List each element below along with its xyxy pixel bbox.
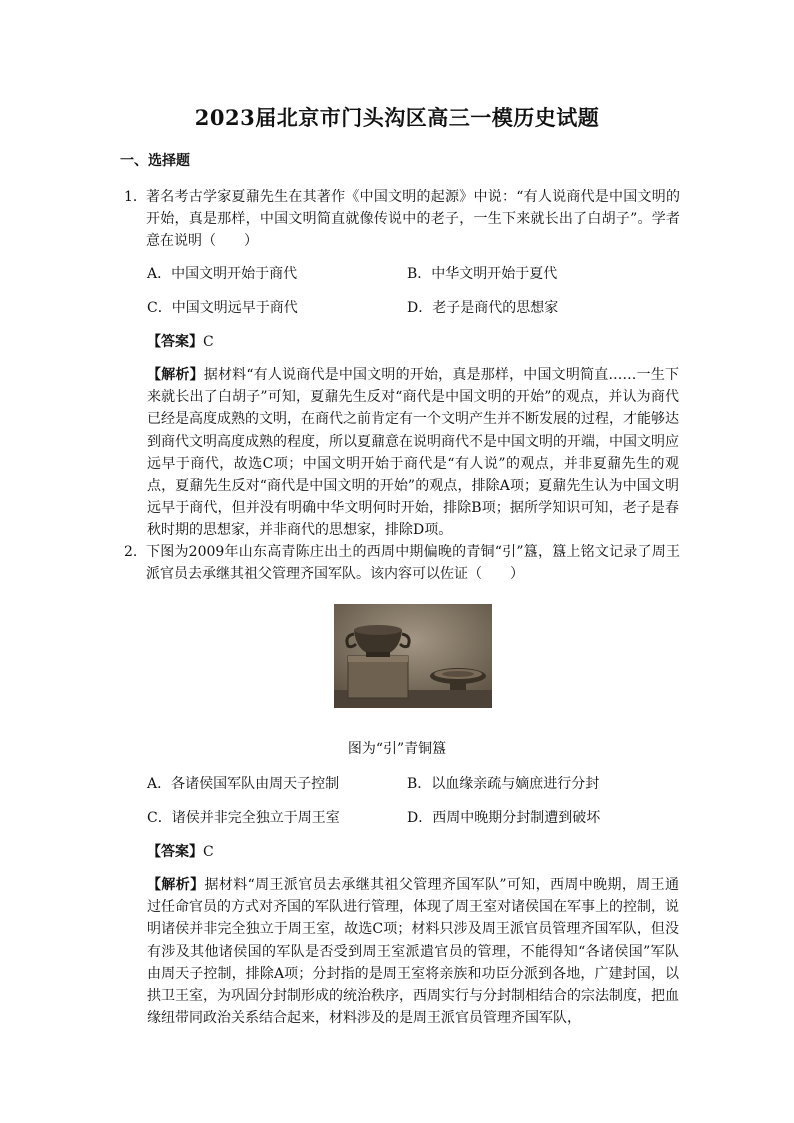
bronze-gui-photo bbox=[334, 604, 492, 708]
question-2-answer bbox=[147, 841, 214, 861]
explanation-label: 【解析】 bbox=[147, 367, 204, 383]
question-1-explanation bbox=[147, 364, 679, 542]
question-2-explanation bbox=[147, 874, 679, 1029]
question-2-text: 下图为2009年山东高青陈庄出土的西周中期偏晚的青铜“引”簋，簋上铭文记录了周王派官员去承继其祖父管理齐国军队。该内容可以佐证（ ） bbox=[146, 544, 680, 582]
explanation-text: 据材料“周王派官员去承继其祖父管理齐国军队”可知，西周中晚期，周王通过任命官员的方式对齐国的军队进行管理，体现了周王室对诸侯国在军事上的控制，说明诸侯并非完全独立于周王室，故选C项；材料只涉及周王派官员管理齐国军队，但没有涉及其他诸侯国的军队是否受到周王室派遣官员的管理，不能得知“各诸侯国”军队由周天子控制，排除A项；分封指的是周王室将亲族和功臣分派到各地，广建封国，以拱卫王室，为巩固分封制形成的统治秩序，西周实行与分封制相结合的宗法制度，把血缘纽带同政治关系结合起来，材料涉及的是周王派官员管理齐国军队， bbox=[147, 877, 680, 1027]
answer-value: C bbox=[203, 334, 214, 350]
question-1-option-c: C．中国文明远早于商代 bbox=[147, 300, 298, 316]
answer-label: 【答案】 bbox=[147, 334, 203, 350]
question-1-option-a: A．中国文明开始于商代 bbox=[147, 266, 298, 282]
question-2-option-d: D．西周中晚期分封制遭到破坏 bbox=[407, 810, 601, 826]
question-1-option-d: D．老子是商代的思想家 bbox=[407, 300, 559, 316]
question-2-stem bbox=[124, 541, 680, 585]
explanation-text: 据材料“有人说商代是中国文明的开始，真是那样，中国文明简直……一生下来就长出了白胡子”可知，夏鼐先生反对“商代是中国文明的开始”的观点，并认为商代已经是高度成熟的文明，在商代之前肯定有一个文明产生并不断发展的过程，才能够达到商代文明高度成熟的程度，所以夏鼐意在说明商代不是中国文明的开端，中国文明应远早于商代，故选C项；中国文明开始于商代是“有人说”的观点，并非夏鼐先生的观点，夏鼐先生反对“商代是中国文明的开始”的观点，排除A项；夏鼐先生认为中国文明远早于商代，但并没有明确中华文明何时开始，排除B项；据所学知识可知，老子是春秋时期的思想家，并非商代的思想家，排除D项。 bbox=[147, 367, 680, 539]
question-2-number: 2． bbox=[124, 544, 147, 560]
explanation-label: 【解析】 bbox=[147, 877, 205, 893]
answer-label: 【答案】 bbox=[147, 844, 203, 860]
question-2-option-b: B．以血缘亲疏与嫡庶进行分封 bbox=[407, 776, 600, 792]
question-1-stem bbox=[124, 186, 680, 252]
question-1-text: 著名考古学家夏鼐先生在其著作《中国文明的起源》中说：“有人说商代是中国文明的开始，真是那样，中国文明简直就像传说中的老子，一生下来就长出了白胡子”。学者意在说明（ ） bbox=[146, 189, 680, 249]
question-2-option-a: A．各诸侯国军队由周天子控制 bbox=[147, 776, 340, 792]
section-heading: 一、选择题 bbox=[120, 153, 190, 169]
question-1-number: 1． bbox=[124, 189, 147, 205]
figure-caption: 图为“引”青铜簋 bbox=[347, 741, 447, 757]
question-1-option-b: B．中华文明开始于夏代 bbox=[407, 266, 558, 282]
question-2-option-c: C．诸侯并非完全独立于周王室 bbox=[147, 810, 340, 826]
page-title: 2023届北京市门头沟区高三一模历史试题 bbox=[194, 105, 600, 130]
answer-value: C bbox=[203, 844, 214, 860]
bronze-vessel-image bbox=[334, 604, 492, 708]
question-1-answer bbox=[147, 331, 214, 351]
